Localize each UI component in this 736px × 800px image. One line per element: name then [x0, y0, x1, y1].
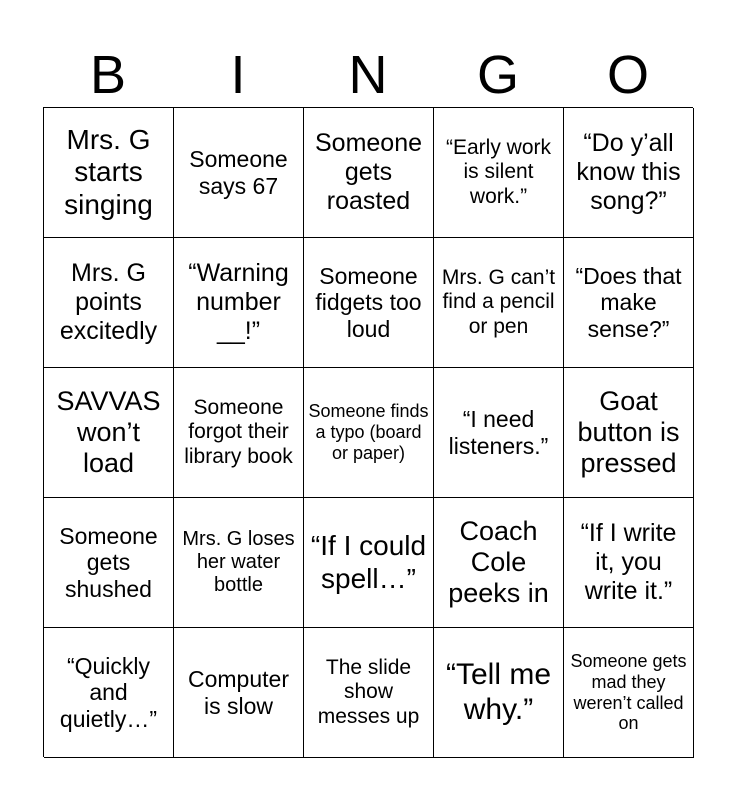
bingo-cell[interactable]: [564, 238, 694, 368]
cell-text: Mrs. G starts singing: [64, 124, 153, 220]
cell-text: “Tell me why.”: [445, 658, 551, 726]
bingo-cell[interactable]: [44, 628, 174, 758]
cell-text: “Warning number __!”: [188, 259, 289, 345]
cell-text: Mrs. G points excitedly: [59, 259, 158, 345]
header-letter-b: B: [89, 45, 127, 105]
bingo-cell[interactable]: [174, 368, 304, 498]
cell-text: “Do y’all know this song?”: [576, 129, 681, 215]
bingo-cell[interactable]: [564, 108, 694, 238]
bingo-header: [43, 44, 693, 106]
bingo-cell[interactable]: [304, 108, 434, 238]
bingo-cell[interactable]: [434, 628, 564, 758]
cell-text: The slide show messes up: [317, 656, 420, 728]
bingo-cell[interactable]: [174, 628, 304, 758]
cell-text: “Does that make sense?”: [575, 262, 682, 342]
cell-text: “Quickly and quietly…”: [59, 652, 158, 732]
cell-text: Someone gets mad they weren’t called on: [570, 651, 687, 734]
bingo-cell[interactable]: [564, 628, 694, 758]
cell-text: “Early work is silent work.”: [445, 136, 551, 208]
cell-text: SAVVAS won’t load: [56, 385, 161, 479]
bingo-cell[interactable]: [44, 498, 174, 628]
cell-text: Goat button is pressed: [577, 385, 680, 479]
cell-text: Computer is slow: [188, 666, 289, 719]
bingo-cell[interactable]: [44, 108, 174, 238]
bingo-cell[interactable]: [304, 498, 434, 628]
bingo-cell[interactable]: [434, 238, 564, 368]
cell-text: “If I could spell…”: [310, 530, 427, 594]
cell-text: Someone says 67: [189, 146, 288, 199]
bingo-cell[interactable]: [174, 238, 304, 368]
bingo-cell[interactable]: [304, 238, 434, 368]
cell-text: “If I write it, you write it.”: [580, 519, 677, 605]
bingo-cell[interactable]: [174, 498, 304, 628]
cell-text: “I need listeners.”: [448, 406, 549, 459]
cell-text: Mrs. G loses her water bottle: [182, 528, 295, 596]
cell-text: Coach Cole peeks in: [448, 515, 549, 609]
bingo-cell[interactable]: [434, 498, 564, 628]
header-letter-n: N: [348, 45, 388, 105]
header-letter-o: O: [606, 45, 649, 105]
bingo-cell[interactable]: [304, 368, 434, 498]
cell-text: Someone forgot their library book: [184, 396, 293, 468]
cell-text: Someone finds a typo (board or paper): [308, 401, 429, 463]
bingo-cell[interactable]: [434, 108, 564, 238]
bingo-cell[interactable]: [564, 368, 694, 498]
bingo-cell[interactable]: [44, 238, 174, 368]
bingo-cell[interactable]: [564, 498, 694, 628]
bingo-cell[interactable]: [304, 628, 434, 758]
bingo-cell[interactable]: [44, 368, 174, 498]
bingo-board: [43, 107, 693, 757]
bingo-cell[interactable]: [174, 108, 304, 238]
bingo-cell[interactable]: [434, 368, 564, 498]
header-letter-g: G: [476, 45, 519, 105]
cell-text: Someone gets shushed: [59, 522, 158, 602]
cell-text: Mrs. G can’t find a pencil or pen: [441, 266, 556, 338]
cell-text: Someone fidgets too loud: [315, 262, 422, 342]
cell-text: Someone gets roasted: [314, 129, 423, 215]
header-letter-i: I: [230, 45, 246, 105]
